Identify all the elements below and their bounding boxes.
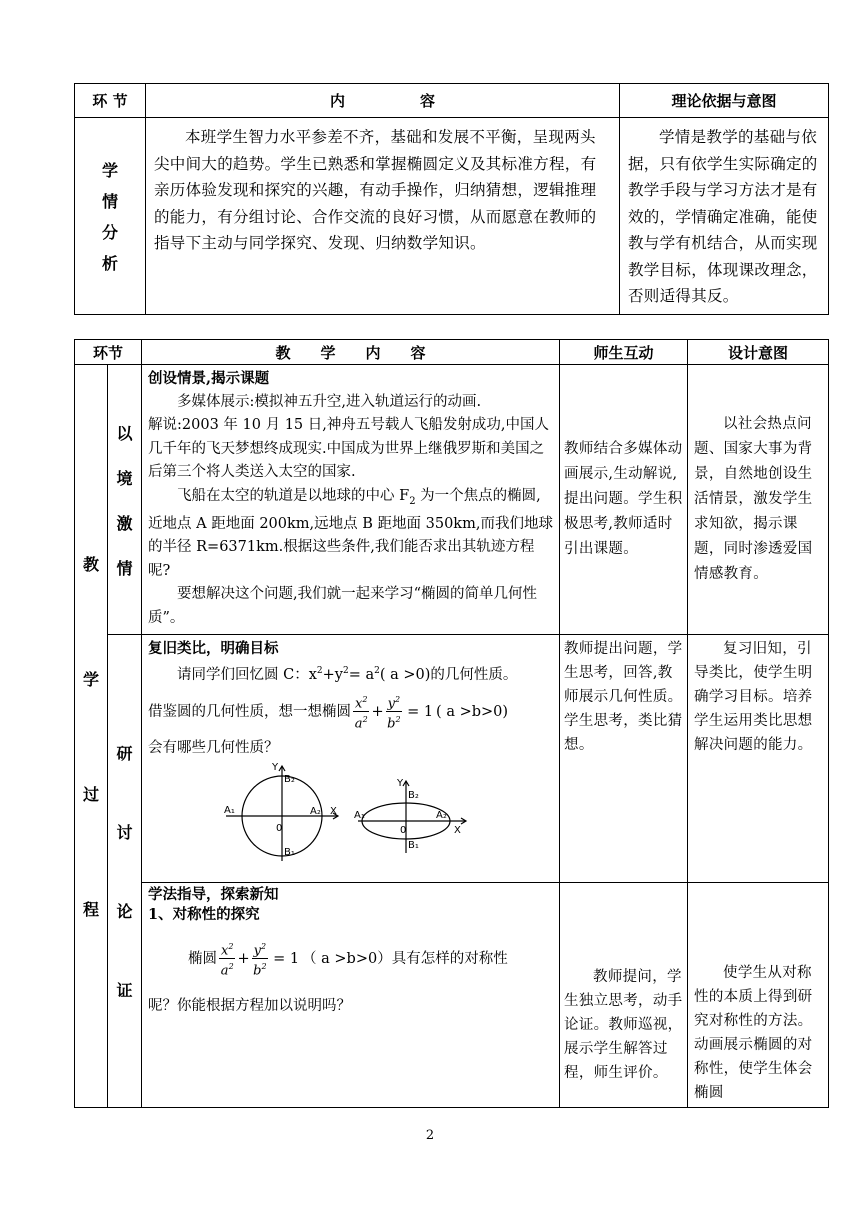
fig2-b2-label: B₂: [408, 790, 419, 802]
stage-label-situation: 以 境 激 情: [108, 365, 142, 635]
fig1-y-label: Y: [272, 762, 279, 774]
section2-line1: 请同学们回忆圆 C：$x^2+y^2= a^2$( a >0)的几何性质。: [177, 666, 518, 683]
frac-y2-b2: $\frac{y^2}{b^2}$: [386, 692, 402, 732]
learning-analysis-content: 本班学生智力水平参差不齐，基础和发展不平衡，呈现两头尖中间大的趋势。学生已熟悉和掌握椭圆定义及其标准方程，有亲历体验发现和探究的兴趣，有动手操作，归纳猜想，逻辑推理的能力，有分组讨论、合作交流的良好习惯，从而愿意在教师的指导下主动与同学探究、发现、归纳数学知识。: [154, 128, 597, 252]
fig1-b2-label: B₂: [284, 774, 295, 786]
fig2-a1-label: A₁: [354, 810, 365, 822]
learning-analysis-table: [74, 83, 829, 315]
header-teaching-content: 教 学 内 容: [142, 340, 560, 365]
section1-p4: 要想解决这个问题,我们就一起来学习“椭圆的简单几何性质”。: [148, 586, 538, 626]
section2-interaction: 教师提出问题，学生思考，回答,教师展示几何性质。学生思考，类比猜想。: [564, 641, 683, 753]
fig2-y-label: Y: [397, 778, 404, 790]
section1-interaction: 教师结合多媒体动画展示,生动解说,提出问题。学生积极思考,教师适时引出课题。: [564, 441, 683, 557]
frac-x2-a2: $\frac{x^2}{a^2}$: [353, 692, 369, 732]
fig1-a1-label: A₁: [224, 805, 235, 817]
header-interaction: 师生互动: [560, 340, 688, 365]
learning-analysis-intent: 学情是教学的基础与依据，只有依学生实际确定的教学手段与学习方法才是有效的，学情确定准确，能使教与学有机结合，从而实现教学目标，体现课改理念，否则适得其反。: [628, 128, 818, 305]
fig1-o-label: 0: [276, 823, 283, 835]
fig2-b1-label: B₁: [408, 840, 419, 852]
frac-y2-b2: $\frac{y^2}{b^2}$: [252, 939, 268, 979]
stage-label-discussion: 研 讨 论 证: [108, 635, 142, 1108]
fig2-o-label: 0: [400, 825, 407, 837]
header-content: 内 容: [146, 84, 620, 118]
fig1-a2-label: A₂: [310, 806, 321, 818]
section1-title: 创设情景,揭示课题: [148, 370, 270, 387]
section3-interaction: 教师提问，学生独立思考，动手论证。教师巡视，展示学生解答过程，师生评价。: [564, 969, 683, 1081]
teaching-process-table: [74, 339, 829, 1108]
header-intent: 理论依据与意图: [620, 84, 829, 118]
fig2-a2-label: A₂: [436, 810, 447, 822]
frac-x2-a2: $\frac{x^2}{a^2}$: [219, 939, 235, 979]
section2-line2: 借鉴圆的几何性质，想一想椭圆 $\frac{x^2}{a^2}$ + $\frac{y^2}{b^2}$ = 1 ( a >b>0): [148, 692, 553, 732]
section2-intent: 复习旧知，引导类比，使学生明确学习目标。培养学生运用类比思想解决问题的能力。: [694, 641, 813, 753]
section2-title: 复旧类比，明确目标: [148, 640, 279, 657]
section1-p1: 多媒体展示:模拟神五升空,进入轨道运行的动画.: [177, 393, 482, 410]
fig2-x-label: X: [454, 825, 461, 837]
section1-p2: 解说:2003 年 10 月 15 日,神舟五号载人飞船发射成功,中国人几千年的飞天梦想终成现实.中国成为世界上继俄罗斯和美国之后第三个将人类送入太空的国家.: [148, 417, 549, 480]
header-design-intent: 设计意图: [688, 340, 829, 365]
circle-figure: [226, 766, 338, 861]
section1-intent: 以社会热点问题、国家大事为背景，自然地创设生活情景，激发学生求知欲，揭示课题，同时渗透爱国情感教育。: [694, 416, 813, 582]
fig1-x-label: X: [330, 806, 337, 818]
page-number: 2: [425, 1128, 435, 1143]
section3-intent: 使学生从对称性的本质上得到研究对称性的方法。动画展示椭圆的对称性，使学生体会椭圆: [694, 965, 813, 1101]
row-label-learning-analysis: 学 情 分 析: [75, 118, 146, 315]
header-stage: 环 节: [75, 84, 146, 118]
fig1-b1-label: B₁: [284, 847, 295, 859]
circle-ellipse-figures: [148, 761, 548, 861]
section3-title: 学法指导，探索新知: [148, 886, 279, 903]
section3-line2: 呢？你能根据方程加以说明吗？: [148, 997, 352, 1014]
section3-line1: 椭圆 $\frac{x^2}{a^2}$ + $\frac{y^2}{b^2}$ = 1 （ a >b>0）具有怎样的对称性: [148, 939, 553, 979]
section1-p3: 飞船在太空的轨道是以地球的中心 $F_2$ 为一个焦点的椭圆,近地点 A 距地面 200km,远地点 B 距地面 350km,而我们地球的半径 R=6371km.根据这些条件,我们能否求出其轨迹方程呢?: [148, 487, 553, 579]
section2-line3: 会有哪些几何性质？: [148, 740, 279, 757]
outer-label-teaching-process: 教 学 过 程: [75, 365, 108, 1108]
header-stage: 环节: [75, 340, 142, 365]
section3-subtitle: 1、对称性的探究: [148, 906, 260, 923]
